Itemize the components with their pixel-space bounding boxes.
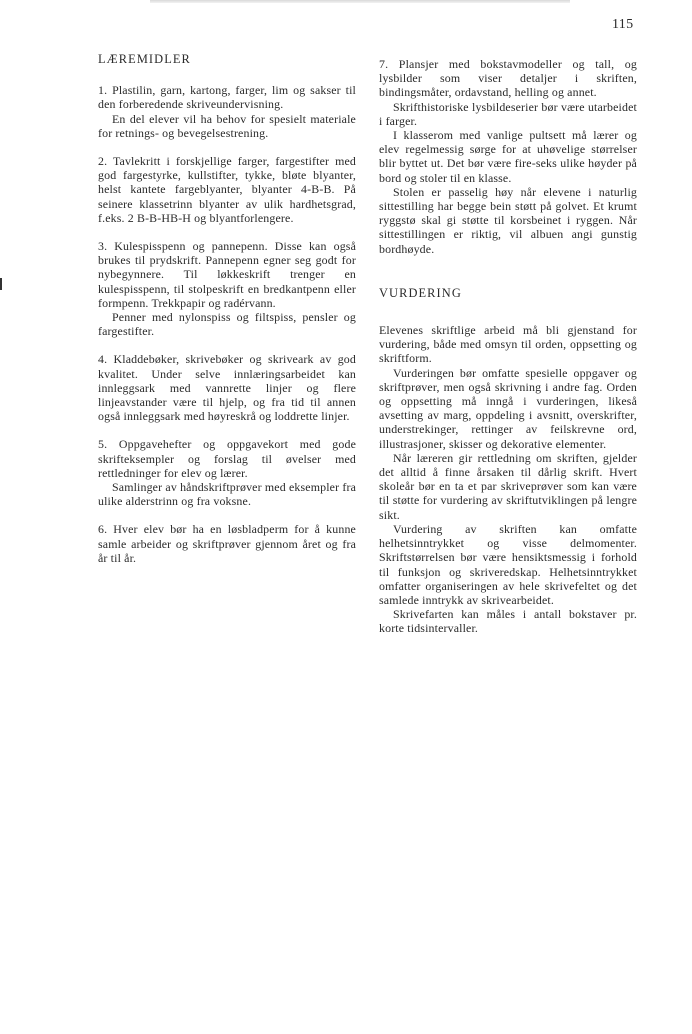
paragraph: Vurdering av skriften kan omfatte helhetsinntrykket og visse delmomenter. Skriftstørrelsen bør være hensiktsmessig i forhold til funksjon og skriveredskap. Helhetsinntrykket omfatter organiseringen av hele skrivefeltet og det samlede inntrykk av skrivearbeidet. <box>379 521 637 607</box>
list-item-2 <box>98 154 356 225</box>
paragraph: Samlinger av håndskriftprøver med eksempler fra ulike alderstrinn og fra voksne. <box>98 480 356 509</box>
paragraph: Vurderingen bør omfatte spesielle oppgaver og skriftprøver, men også skrivning i andre fag. Orden og oppsetting må inngå i vurderingen, likeså avsetting av marg, oppdeling i avsnitt, overskrifter, understrekinger, rettinger av feilskrevne ord, illustrasjoner, skisser og dekorative elementer. <box>379 365 637 451</box>
paragraph: 3. Kulespisspenn og pannepenn. Disse kan også brukes til prydskrift. Pannepenn egner seg godt for nybegynnere. Til løkkeskrift trenger en kulespisspenn, til stolpeskrift en bredkantpenn eller formpenn. Trekkpapir og radérvann. <box>98 239 356 310</box>
paragraph: Skrivefarten kan måles i antall bokstaver pr. korte tidsintervaller. <box>379 607 637 636</box>
list-item-3 <box>98 239 356 338</box>
margin-mark <box>0 278 2 290</box>
paragraph: Skrifthistoriske lysbildeserier bør være utarbeidet i farger. <box>379 99 637 128</box>
list-item-5 <box>98 437 356 508</box>
paragraph: Elevenes skriftlige arbeid må bli gjenstand for vurdering, både med omsyn til orden, oppsetting og skriftform. <box>379 323 637 366</box>
paragraph: 1. Plastilin, garn, kartong, farger, lim og sakser til den forberedende skriveundervisning. <box>98 83 356 112</box>
left-column <box>98 52 356 565</box>
paragraph: 6. Hver elev bør ha en løsbladperm for å kunne samle arbeider og skriftprøver gjennom året og fra år til år. <box>98 522 356 565</box>
paragraph: 2. Tavlekritt i forskjellige farger, fargestifter med god fargestyrke, kullstifter, tykke, bløte blyanter, helst kantete fargeblyanter, blyanter 4-B-B. På seinere klassetrinn blyanter av ulik hardhetsgrad, f.eks. 2 B-B-HB-H og blyantforlengere. <box>98 154 356 225</box>
paragraph: 4. Kladdebøker, skrivebøker og skriveark av god kvalitet. Under selve innlæringsarbeidet kan innleggsark med vannrette linjer og flere linjeavstander være til hjelp, og fra tid til annen også innleggsark med høyreskrå og loddrette linjer. <box>98 352 356 424</box>
list-item-4 <box>98 352 356 423</box>
section-heading-laeremidler: LÆREMIDLER <box>98 52 191 66</box>
paragraph: Når læreren gir rettledning om skriften, gjelder det alltid å finne årsaken til dårlig skrift. Hvert skoleår bør en ta et par skriveprøver som kan være til støtte for vurdering av skriftutviklingen på lengre sikt. <box>379 450 637 522</box>
scan-top-edge <box>150 0 570 3</box>
paragraph: En del elever vil ha behov for spesielt materiale for retnings- og bevegelsestrening. <box>98 111 356 140</box>
list-item-1 <box>98 83 356 140</box>
paragraph: Penner med nylonspiss og filtspiss, pensler og fargestifter. <box>98 310 356 339</box>
list-item-6 <box>98 522 356 565</box>
paragraph: Stolen er passelig høy når elevene i naturlig sittestilling har begge bein støtt på golvet. Et krumt ryggstø skal gi støtte til korsbeinet i ryggen. Når sittestillingen er riktig, vil albuen angi gunstig bordhøyde. <box>379 184 637 256</box>
paragraph: 7. Plansjer med bokstavmodeller og tall, og lysbilder som viser detaljer i skriften, bindingsmåter, ordavstand, helling og annet. <box>379 57 637 100</box>
right-column <box>379 57 637 636</box>
section-heading-vurdering: VURDERING <box>379 285 462 300</box>
paragraph: I klasserom med vanlige pultsett må lærer og elev regelmessig sørge for at uhøvelige størrelser blir byttet ut. Det bør være fire-seks ulike høyder på bord og stoler til en klasse. <box>379 128 637 185</box>
paragraph: 5. Oppgavehefter og oppgavekort med gode skrifteksempler og forslag til øvelser med rettledninger for elev og lærer. <box>98 437 356 480</box>
page-number: 115 <box>612 17 634 32</box>
